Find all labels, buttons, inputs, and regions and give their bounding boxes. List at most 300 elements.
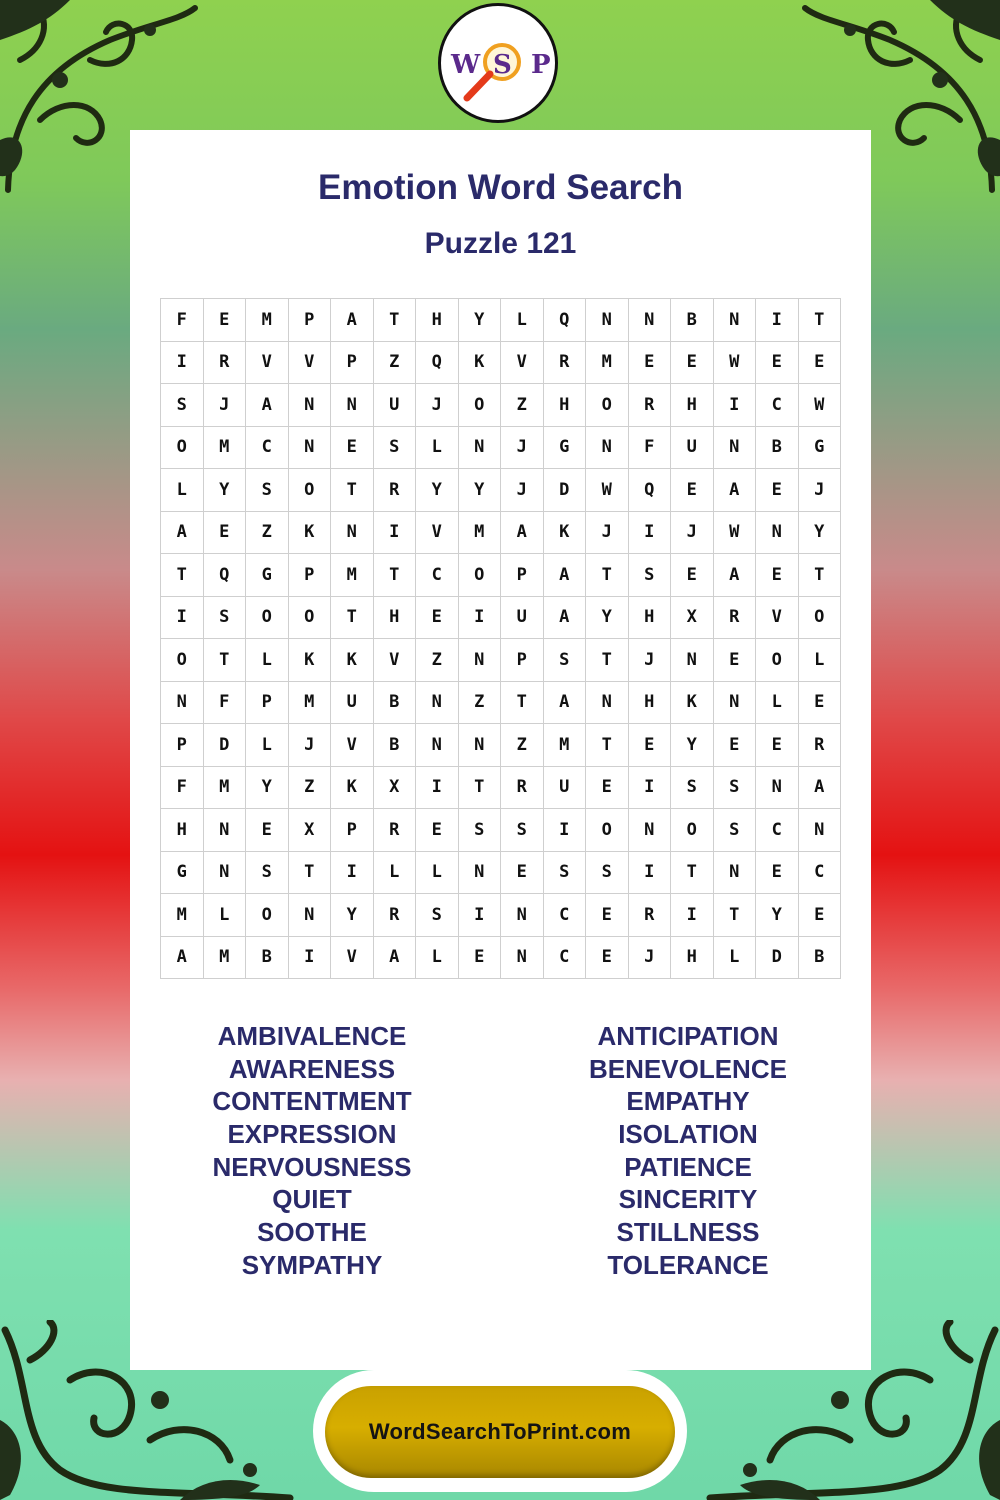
- word-list-item: AMBIVALENCE: [217, 1021, 407, 1051]
- word-list-item: SINCERITY: [618, 1184, 758, 1215]
- word-list-item: AWARENESS: [228, 1053, 396, 1084]
- grid-cell[interactable]: U: [331, 681, 374, 724]
- grid-cell[interactable]: Y: [798, 511, 841, 554]
- grid-cell[interactable]: E: [798, 894, 841, 937]
- grid-cell[interactable]: X: [288, 809, 331, 852]
- word-list-item: SYMPATHY: [241, 1249, 383, 1280]
- grid-cell[interactable]: N: [288, 894, 331, 937]
- grid-cell[interactable]: O: [586, 809, 629, 852]
- grid-cell[interactable]: I: [161, 596, 204, 639]
- grid-cell[interactable]: L: [246, 639, 289, 682]
- grid-row: [161, 511, 841, 554]
- grid-cell[interactable]: B: [373, 724, 416, 767]
- grid-cell[interactable]: C: [798, 851, 841, 894]
- grid-cell[interactable]: Y: [416, 469, 459, 512]
- grid-cell[interactable]: E: [501, 851, 544, 894]
- grid-cell[interactable]: N: [161, 681, 204, 724]
- grid-cell[interactable]: L: [203, 894, 246, 937]
- grid-cell[interactable]: P: [288, 554, 331, 597]
- grid-cell[interactable]: S: [586, 851, 629, 894]
- grid-cell[interactable]: I: [756, 299, 799, 342]
- word-list-item: BENEVOLENCE: [589, 1053, 787, 1084]
- grid-cell[interactable]: W: [713, 511, 756, 554]
- grid-cell[interactable]: T: [161, 554, 204, 597]
- grid-cell[interactable]: I: [288, 936, 331, 979]
- grid-cell[interactable]: N: [416, 724, 459, 767]
- grid-cell[interactable]: T: [331, 596, 374, 639]
- grid-cell[interactable]: H: [671, 936, 714, 979]
- grid-cell[interactable]: E: [671, 341, 714, 384]
- grid-cell[interactable]: W: [713, 341, 756, 384]
- grid-cell[interactable]: E: [713, 639, 756, 682]
- grid-cell[interactable]: N: [458, 426, 501, 469]
- grid-cell[interactable]: O: [161, 639, 204, 682]
- grid-cell[interactable]: N: [203, 809, 246, 852]
- grid-cell[interactable]: M: [203, 936, 246, 979]
- grid-cell[interactable]: J: [586, 511, 629, 554]
- grid-cell[interactable]: M: [543, 724, 586, 767]
- grid-cell[interactable]: L: [798, 639, 841, 682]
- grid-cell[interactable]: V: [416, 511, 459, 554]
- grid-cell[interactable]: E: [713, 724, 756, 767]
- grid-cell[interactable]: Q: [416, 341, 459, 384]
- grid-cell[interactable]: I: [331, 851, 374, 894]
- grid-cell[interactable]: B: [756, 426, 799, 469]
- grid-cell[interactable]: I: [416, 766, 459, 809]
- word-list-item: EMPATHY: [626, 1086, 750, 1117]
- grid-cell[interactable]: E: [628, 724, 671, 767]
- grid-cell[interactable]: N: [713, 426, 756, 469]
- grid-cell[interactable]: I: [628, 766, 671, 809]
- grid-cell[interactable]: I: [373, 511, 416, 554]
- grid-cell[interactable]: I: [458, 596, 501, 639]
- grid-cell[interactable]: A: [543, 681, 586, 724]
- grid-row: [161, 639, 841, 682]
- grid-cell[interactable]: Y: [458, 469, 501, 512]
- grid-cell[interactable]: N: [798, 809, 841, 852]
- grid-row: [161, 766, 841, 809]
- grid-cell[interactable]: F: [161, 766, 204, 809]
- grid-cell[interactable]: X: [671, 596, 714, 639]
- grid-cell[interactable]: C: [246, 426, 289, 469]
- grid-cell[interactable]: E: [756, 469, 799, 512]
- grid-row: [161, 469, 841, 512]
- grid-cell[interactable]: E: [203, 511, 246, 554]
- footer-badge: [313, 1370, 687, 1492]
- grid-cell[interactable]: I: [713, 384, 756, 427]
- grid-cell[interactable]: E: [586, 936, 629, 979]
- grid-cell[interactable]: S: [161, 384, 204, 427]
- grid-cell[interactable]: G: [543, 426, 586, 469]
- grid-cell[interactable]: E: [798, 681, 841, 724]
- word-list-item: ISOLATION: [618, 1119, 758, 1150]
- grid-cell[interactable]: I: [161, 341, 204, 384]
- grid-cell[interactable]: L: [416, 936, 459, 979]
- logo-letter-s: S: [493, 50, 512, 80]
- grid-cell[interactable]: E: [246, 809, 289, 852]
- grid-cell[interactable]: D: [756, 936, 799, 979]
- grid-cell[interactable]: H: [543, 384, 586, 427]
- grid-cell[interactable]: Q: [628, 469, 671, 512]
- grid-cell[interactable]: S: [203, 596, 246, 639]
- grid-cell[interactable]: L: [416, 426, 459, 469]
- grid-cell[interactable]: Q: [203, 554, 246, 597]
- grid-cell[interactable]: E: [458, 936, 501, 979]
- word-list-item: TOLERANCE: [607, 1249, 769, 1280]
- grid-cell[interactable]: Z: [501, 384, 544, 427]
- grid-cell[interactable]: K: [543, 511, 586, 554]
- grid-cell[interactable]: W: [586, 469, 629, 512]
- site-logo[interactable]: [438, 3, 558, 123]
- grid-cell[interactable]: I: [543, 809, 586, 852]
- grid-cell[interactable]: R: [628, 894, 671, 937]
- grid-cell[interactable]: E: [756, 851, 799, 894]
- grid-row: [161, 681, 841, 724]
- grid-row: [161, 554, 841, 597]
- grid-cell[interactable]: L: [373, 851, 416, 894]
- grid-cell[interactable]: O: [288, 469, 331, 512]
- grid-cell[interactable]: V: [756, 596, 799, 639]
- grid-cell[interactable]: T: [203, 639, 246, 682]
- grid-cell[interactable]: K: [458, 341, 501, 384]
- grid-cell[interactable]: N: [288, 426, 331, 469]
- grid-cell[interactable]: X: [373, 766, 416, 809]
- grid-cell[interactable]: S: [543, 639, 586, 682]
- grid-cell[interactable]: J: [628, 936, 671, 979]
- grid-cell[interactable]: P: [501, 554, 544, 597]
- grid-cell[interactable]: N: [586, 426, 629, 469]
- grid-cell[interactable]: Z: [501, 724, 544, 767]
- grid-cell[interactable]: E: [756, 724, 799, 767]
- grid-cell[interactable]: O: [798, 596, 841, 639]
- grid-cell[interactable]: N: [713, 681, 756, 724]
- grid-cell[interactable]: K: [331, 639, 374, 682]
- grid-cell[interactable]: R: [798, 724, 841, 767]
- grid-cell[interactable]: E: [671, 469, 714, 512]
- grid-cell[interactable]: G: [161, 851, 204, 894]
- grid-cell[interactable]: E: [756, 554, 799, 597]
- grid-cell[interactable]: Y: [331, 894, 374, 937]
- grid-cell[interactable]: Q: [543, 299, 586, 342]
- grid-cell[interactable]: S: [501, 809, 544, 852]
- grid-cell[interactable]: H: [373, 596, 416, 639]
- grid-cell[interactable]: I: [671, 894, 714, 937]
- grid-cell[interactable]: D: [203, 724, 246, 767]
- grid-cell[interactable]: V: [288, 341, 331, 384]
- grid-cell[interactable]: O: [246, 894, 289, 937]
- grid-cell[interactable]: J: [416, 384, 459, 427]
- letter-grid[interactable]: [160, 298, 841, 979]
- grid-cell[interactable]: U: [501, 596, 544, 639]
- grid-cell[interactable]: H: [628, 596, 671, 639]
- grid-cell[interactable]: P: [161, 724, 204, 767]
- grid-cell[interactable]: N: [458, 724, 501, 767]
- grid-cell[interactable]: R: [373, 894, 416, 937]
- grid-cell[interactable]: N: [458, 851, 501, 894]
- grid-cell[interactable]: M: [203, 766, 246, 809]
- grid-cell[interactable]: N: [756, 511, 799, 554]
- grid-row: [161, 426, 841, 469]
- grid-cell[interactable]: E: [756, 341, 799, 384]
- grid-row: [161, 299, 841, 342]
- grid-cell[interactable]: O: [458, 554, 501, 597]
- grid-cell[interactable]: C: [756, 809, 799, 852]
- grid-cell[interactable]: T: [373, 554, 416, 597]
- grid-cell[interactable]: K: [288, 639, 331, 682]
- grid-row: [161, 384, 841, 427]
- grid-cell[interactable]: N: [713, 851, 756, 894]
- grid-cell[interactable]: T: [586, 639, 629, 682]
- grid-cell[interactable]: O: [671, 809, 714, 852]
- grid-cell[interactable]: R: [543, 341, 586, 384]
- grid-cell[interactable]: B: [373, 681, 416, 724]
- grid-cell[interactable]: Y: [458, 299, 501, 342]
- grid-cell[interactable]: Y: [756, 894, 799, 937]
- grid-cell[interactable]: M: [458, 511, 501, 554]
- grid-cell[interactable]: N: [501, 936, 544, 979]
- grid-row: [161, 851, 841, 894]
- grid-row: [161, 724, 841, 767]
- grid-cell[interactable]: R: [713, 596, 756, 639]
- grid-cell[interactable]: I: [458, 894, 501, 937]
- grid-cell[interactable]: B: [798, 936, 841, 979]
- word-list-left: [152, 1020, 472, 1282]
- grid-cell[interactable]: N: [501, 894, 544, 937]
- grid-cell[interactable]: E: [671, 554, 714, 597]
- grid-cell[interactable]: E: [586, 766, 629, 809]
- grid-row: [161, 596, 841, 639]
- grid-cell[interactable]: T: [798, 554, 841, 597]
- grid-cell[interactable]: Y: [203, 469, 246, 512]
- grid-cell[interactable]: H: [416, 299, 459, 342]
- grid-cell[interactable]: M: [203, 426, 246, 469]
- grid-row: [161, 936, 841, 979]
- grid-cell[interactable]: J: [288, 724, 331, 767]
- grid-cell[interactable]: N: [713, 299, 756, 342]
- grid-cell[interactable]: S: [543, 851, 586, 894]
- grid-cell[interactable]: J: [501, 426, 544, 469]
- grid-cell[interactable]: A: [331, 299, 374, 342]
- grid-cell[interactable]: A: [501, 511, 544, 554]
- grid-cell[interactable]: S: [458, 809, 501, 852]
- grid-cell[interactable]: I: [628, 511, 671, 554]
- grid-cell[interactable]: O: [161, 426, 204, 469]
- grid-cell[interactable]: M: [288, 681, 331, 724]
- grid-cell[interactable]: N: [416, 681, 459, 724]
- grid-cell[interactable]: O: [586, 384, 629, 427]
- grid-cell[interactable]: M: [161, 894, 204, 937]
- grid-cell[interactable]: V: [246, 341, 289, 384]
- grid-cell[interactable]: N: [586, 299, 629, 342]
- grid-cell[interactable]: Y: [586, 596, 629, 639]
- grid-cell[interactable]: A: [713, 469, 756, 512]
- grid-cell[interactable]: V: [373, 639, 416, 682]
- grid-cell[interactable]: A: [373, 936, 416, 979]
- word-list-item: QUIET: [272, 1184, 352, 1215]
- grid-cell[interactable]: T: [586, 724, 629, 767]
- grid-cell[interactable]: R: [373, 809, 416, 852]
- site-link-button[interactable]: [325, 1386, 675, 1478]
- grid-cell[interactable]: J: [798, 469, 841, 512]
- grid-cell[interactable]: T: [458, 766, 501, 809]
- grid-cell[interactable]: N: [628, 809, 671, 852]
- grid-cell[interactable]: C: [543, 894, 586, 937]
- grid-cell[interactable]: O: [288, 596, 331, 639]
- grid-cell[interactable]: O: [458, 384, 501, 427]
- grid-cell[interactable]: A: [713, 554, 756, 597]
- grid-cell[interactable]: F: [628, 426, 671, 469]
- grid-cell[interactable]: N: [288, 384, 331, 427]
- puzzle-number: Puzzle 121: [424, 227, 577, 260]
- grid-cell[interactable]: P: [501, 639, 544, 682]
- grid-cell[interactable]: K: [671, 681, 714, 724]
- grid-cell[interactable]: A: [543, 554, 586, 597]
- grid-cell[interactable]: S: [671, 766, 714, 809]
- grid-cell[interactable]: J: [203, 384, 246, 427]
- grid-cell[interactable]: Y: [246, 766, 289, 809]
- grid-cell[interactable]: N: [331, 384, 374, 427]
- grid-cell[interactable]: A: [161, 511, 204, 554]
- grid-cell[interactable]: E: [798, 341, 841, 384]
- grid-cell[interactable]: J: [628, 639, 671, 682]
- grid-cell[interactable]: N: [331, 511, 374, 554]
- grid-cell[interactable]: R: [373, 469, 416, 512]
- grid-cell[interactable]: E: [628, 341, 671, 384]
- grid-cell[interactable]: U: [373, 384, 416, 427]
- grid-cell[interactable]: R: [203, 341, 246, 384]
- grid-cell[interactable]: Z: [246, 511, 289, 554]
- grid-cell[interactable]: T: [798, 299, 841, 342]
- grid-cell[interactable]: E: [586, 894, 629, 937]
- grid-cell[interactable]: K: [288, 511, 331, 554]
- word-list-right: [528, 1020, 848, 1282]
- grid-cell[interactable]: Y: [671, 724, 714, 767]
- grid-cell[interactable]: Z: [458, 681, 501, 724]
- grid-cell[interactable]: E: [203, 299, 246, 342]
- grid-cell[interactable]: S: [246, 469, 289, 512]
- grid-cell[interactable]: N: [756, 766, 799, 809]
- grid-cell[interactable]: L: [416, 851, 459, 894]
- grid-cell[interactable]: I: [628, 851, 671, 894]
- grid-cell[interactable]: V: [331, 936, 374, 979]
- grid-cell[interactable]: T: [501, 681, 544, 724]
- grid-cell[interactable]: E: [416, 596, 459, 639]
- grid-cell[interactable]: U: [543, 766, 586, 809]
- grid-cell[interactable]: T: [713, 894, 756, 937]
- grid-cell[interactable]: H: [161, 809, 204, 852]
- grid-cell[interactable]: M: [586, 341, 629, 384]
- grid-cell[interactable]: A: [246, 384, 289, 427]
- grid-cell[interactable]: E: [331, 426, 374, 469]
- grid-cell[interactable]: P: [331, 341, 374, 384]
- grid-cell[interactable]: C: [756, 384, 799, 427]
- grid-cell[interactable]: Z: [416, 639, 459, 682]
- grid-cell[interactable]: L: [246, 724, 289, 767]
- grid-cell[interactable]: T: [373, 299, 416, 342]
- grid-cell[interactable]: L: [161, 469, 204, 512]
- grid-cell[interactable]: N: [671, 639, 714, 682]
- grid-cell[interactable]: S: [628, 554, 671, 597]
- grid-cell[interactable]: A: [798, 766, 841, 809]
- site-link-text: WordSearchToPrint.com: [368, 1419, 632, 1444]
- grid-cell[interactable]: P: [331, 809, 374, 852]
- grid-cell[interactable]: T: [288, 851, 331, 894]
- logo-letter-p: P: [531, 50, 551, 80]
- grid-cell[interactable]: J: [501, 469, 544, 512]
- word-list-item: PATIENCE: [624, 1151, 752, 1182]
- grid-cell[interactable]: A: [543, 596, 586, 639]
- word-list-item: CONTENTMENT: [212, 1086, 412, 1117]
- grid-cell[interactable]: H: [628, 681, 671, 724]
- grid-cell[interactable]: B: [246, 936, 289, 979]
- grid-cell[interactable]: U: [671, 426, 714, 469]
- grid-cell[interactable]: D: [543, 469, 586, 512]
- grid-cell[interactable]: S: [713, 809, 756, 852]
- grid-cell[interactable]: F: [203, 681, 246, 724]
- grid-row: [161, 894, 841, 937]
- grid-cell[interactable]: S: [416, 894, 459, 937]
- grid-cell[interactable]: H: [671, 384, 714, 427]
- word-list-item: SOOTHE: [257, 1217, 367, 1248]
- grid-cell[interactable]: Z: [288, 766, 331, 809]
- grid-cell[interactable]: C: [416, 554, 459, 597]
- grid-cell[interactable]: T: [671, 851, 714, 894]
- grid-row: [161, 809, 841, 852]
- grid-cell[interactable]: B: [671, 299, 714, 342]
- grid-cell[interactable]: T: [586, 554, 629, 597]
- grid-cell[interactable]: E: [416, 809, 459, 852]
- grid-cell[interactable]: O: [246, 596, 289, 639]
- grid-cell[interactable]: K: [331, 766, 374, 809]
- grid-cell[interactable]: L: [713, 936, 756, 979]
- grid-cell[interactable]: N: [458, 639, 501, 682]
- grid-cell[interactable]: S: [713, 766, 756, 809]
- grid-cell[interactable]: J: [671, 511, 714, 554]
- grid-cell[interactable]: L: [756, 681, 799, 724]
- grid-cell[interactable]: N: [203, 851, 246, 894]
- grid-cell[interactable]: N: [586, 681, 629, 724]
- grid-cell[interactable]: T: [331, 469, 374, 512]
- grid-cell[interactable]: W: [798, 384, 841, 427]
- grid-cell[interactable]: G: [798, 426, 841, 469]
- word-list-item: ANTICIPATION: [597, 1021, 779, 1051]
- grid-cell[interactable]: S: [373, 426, 416, 469]
- grid-cell[interactable]: O: [756, 639, 799, 682]
- grid-row: [161, 341, 841, 384]
- grid-cell[interactable]: V: [501, 341, 544, 384]
- logo-letter-w: W: [451, 50, 481, 80]
- grid-cell[interactable]: V: [331, 724, 374, 767]
- grid-cell[interactable]: P: [288, 299, 331, 342]
- grid-cell[interactable]: Z: [373, 341, 416, 384]
- grid-cell[interactable]: S: [246, 851, 289, 894]
- grid-cell[interactable]: A: [161, 936, 204, 979]
- puzzle-card: [130, 130, 871, 1370]
- puzzle-title: Emotion Word Search: [318, 168, 683, 207]
- word-list-item: EXPRESSION: [227, 1119, 397, 1150]
- grid-cell[interactable]: R: [628, 384, 671, 427]
- grid-cell[interactable]: L: [501, 299, 544, 342]
- grid-cell[interactable]: M: [331, 554, 374, 597]
- grid-cell[interactable]: P: [246, 681, 289, 724]
- grid-cell[interactable]: G: [246, 554, 289, 597]
- grid-cell[interactable]: C: [543, 936, 586, 979]
- grid-cell[interactable]: M: [246, 299, 289, 342]
- grid-cell[interactable]: N: [628, 299, 671, 342]
- word-list-item: STILLNESS: [616, 1217, 760, 1248]
- grid-cell[interactable]: F: [161, 299, 204, 342]
- grid-cell[interactable]: R: [501, 766, 544, 809]
